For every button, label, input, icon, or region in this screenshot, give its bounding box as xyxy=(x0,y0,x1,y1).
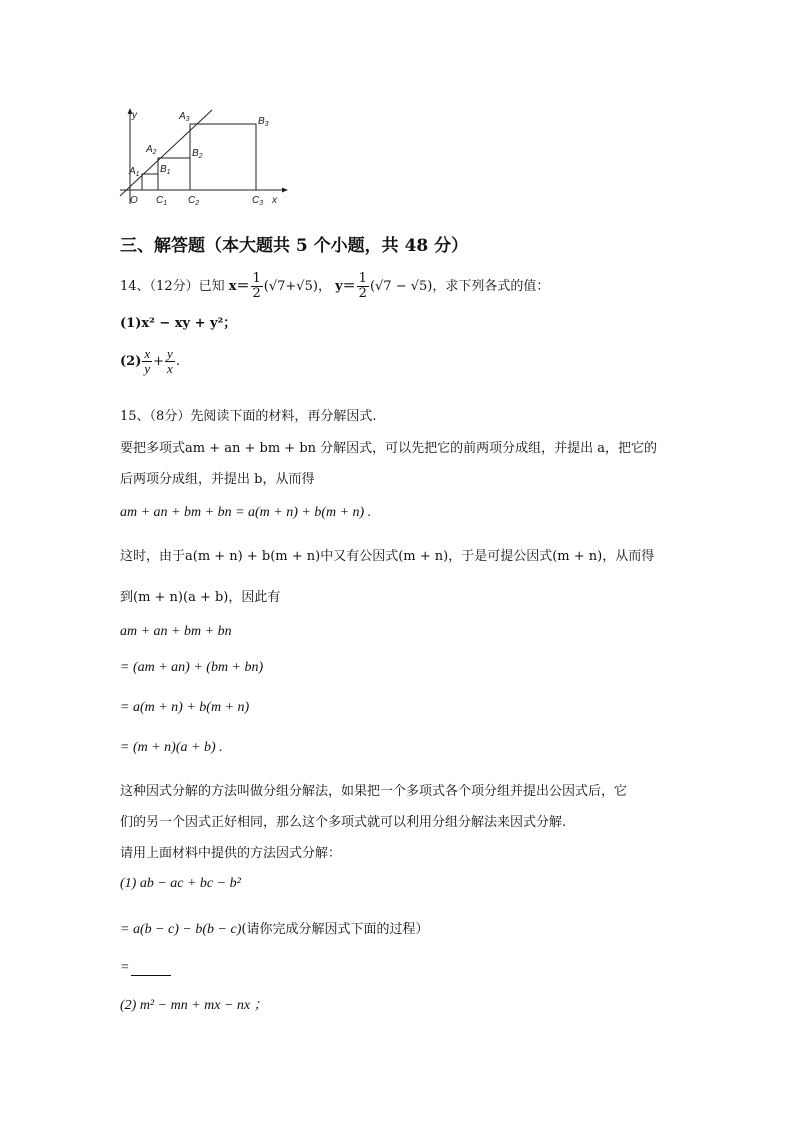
label-origin: O xyxy=(130,195,138,206)
q15-explain2: 们的另一个因式正好相同，那么这个多项式就可以利用分组分解法来因式分解. xyxy=(120,815,567,830)
q15-line4: 到(m + n)(a + b)，因此有 xyxy=(120,590,281,605)
q15-step2: = (am + an) + (bm + bn) xyxy=(120,660,264,675)
section-heading: 三、解答题（本大题共 5 个小题，共 48 分） xyxy=(120,236,469,256)
label-A2: $A_2$ xyxy=(146,144,157,156)
x-axis-arrow xyxy=(282,188,288,193)
geometry-figure xyxy=(112,104,290,210)
answer-blank[interactable] xyxy=(131,961,171,976)
q15-step3: = a(m + n) + b(m + n) xyxy=(120,700,250,715)
label-A1: $A_1$ xyxy=(129,166,140,178)
q15-line3: 这时，由于a(m + n) + b(m + n)中又有公因式(m + n)，于是可提公因式(m + n)，从而得 xyxy=(120,549,655,564)
label-C1: $C_1$ xyxy=(156,195,168,207)
q14-x-expr: (√7+√5) xyxy=(263,279,318,294)
q15-task1: (1) ab − ac + bc − b² xyxy=(120,876,241,891)
label-B3: $B_3$ xyxy=(258,116,269,128)
q14-x-half: $\frac{1}{2}$ xyxy=(252,271,261,301)
q15-task1-step: = a(b − c) − b(b − c) xyxy=(120,922,242,937)
q15-task: 请用上面材料中提供的方法因式分解： xyxy=(120,846,342,861)
q15-eq1: am + an + bm + bn = a(m + n) + b(m + n) . xyxy=(120,505,372,520)
q15-intro: 15、（8分）先阅读下面的材料，再分解因式. xyxy=(120,409,377,424)
q14-frac-y-over-x: $\frac{y}{x}$ xyxy=(167,346,173,376)
q15-explain1: 这种因式分解的方法叫做分组分解法，如果把一个多项式各个项分组并提出公因式后，它 xyxy=(120,784,628,799)
q15-line1: 要把多项式am + an + bm + bn 分解因式，可以先把它的前两项分成组，并提出 a，把它的 xyxy=(120,441,658,456)
q15-step1: am + an + bm + bn xyxy=(120,624,232,639)
label-x: x xyxy=(272,195,277,206)
q15-task2: (2) m² − mn + mx − nx ； xyxy=(120,998,268,1013)
q14-part1: (1)x² − xy + y²； xyxy=(120,316,237,331)
label-B2: $B_2$ xyxy=(192,148,203,160)
label-B1: $B_1$ xyxy=(160,164,171,176)
q15-task1-note: (请你完成分解因式下面的过程） xyxy=(241,922,429,937)
q14-y-half: $\frac{1}{2}$ xyxy=(358,271,367,301)
q14-line: 14、（12分）已知 x＝ $\frac{1}{2}$ (√7+√5)， y＝ $\frac{1}{2}$ (√7 − √5)，求下列各式的值： xyxy=(120,271,550,301)
q14-suffix: ，求下列各式的值： xyxy=(432,279,550,294)
q15-answer-line: = xyxy=(120,956,171,976)
q14-y-var: y＝ xyxy=(335,279,356,294)
square-1 xyxy=(142,174,158,190)
label-C2: $C_2$ xyxy=(188,195,200,207)
q15-step4: = (m + n)(a + b) . xyxy=(120,740,223,755)
q15-task1-step-line xyxy=(120,918,428,938)
label-y: y xyxy=(132,110,137,121)
q14-frac-x-over-y: $\frac{x}{y}$ xyxy=(144,346,151,376)
q14-prefix: 14、（12分）已知 xyxy=(120,279,225,294)
label-A3: $A_3$ xyxy=(179,111,190,123)
label-C3: $C_3$ xyxy=(252,195,264,207)
q14-x-var: x＝ xyxy=(228,279,250,294)
q14-part2: (2) $\frac{x}{y}$ + $\frac{y}{x}$ . xyxy=(120,346,180,376)
q14-y-expr: (√7 − √5) xyxy=(369,279,433,294)
q15-line2: 后两项分成组，并提出 b，从而得 xyxy=(120,472,315,487)
